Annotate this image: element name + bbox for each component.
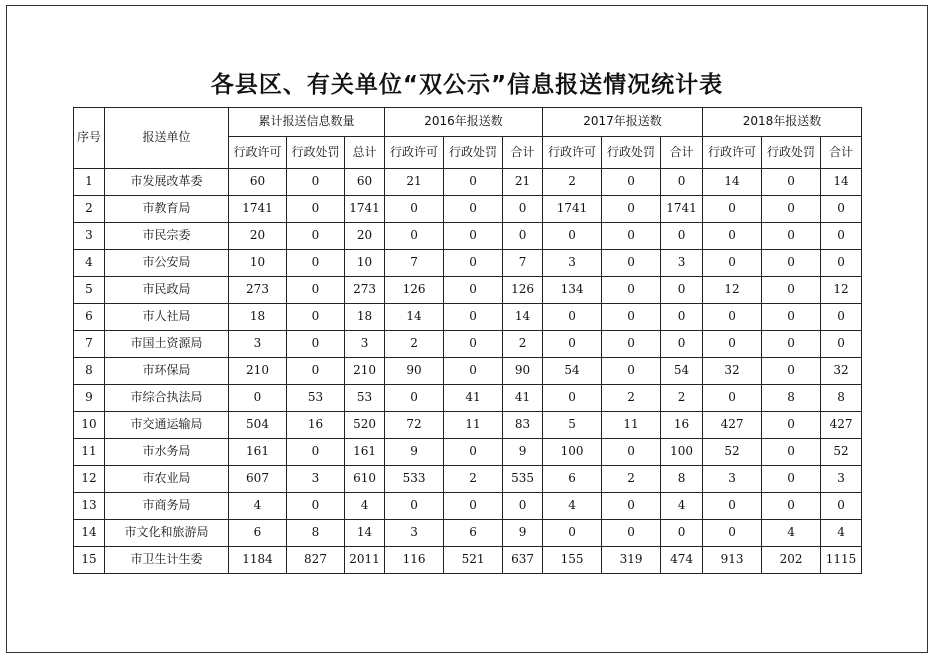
row-value: 0 <box>661 331 703 358</box>
row-value: 827 <box>287 547 345 574</box>
row-unit: 市民宗委 <box>105 223 229 250</box>
header-sub-penalty: 行政处罚 <box>287 137 345 169</box>
row-value: 0 <box>602 304 661 331</box>
row-value: 18 <box>345 304 385 331</box>
table-row <box>74 547 862 574</box>
row-value: 1741 <box>661 196 703 223</box>
header-seq: 序号 <box>74 108 105 169</box>
row-value: 2 <box>503 331 543 358</box>
row-value: 5 <box>543 412 602 439</box>
row-value: 52 <box>703 439 762 466</box>
row-value: 0 <box>762 223 821 250</box>
row-value: 3 <box>287 466 345 493</box>
row-value: 0 <box>762 277 821 304</box>
row-value: 54 <box>543 358 602 385</box>
row-value: 20 <box>345 223 385 250</box>
row-value: 41 <box>444 385 503 412</box>
header-sub-license: 行政许可 <box>543 137 602 169</box>
row-seq: 10 <box>74 412 105 439</box>
row-value: 8 <box>821 385 862 412</box>
header-unit: 报送单位 <box>105 108 229 169</box>
row-value: 0 <box>444 277 503 304</box>
row-value: 0 <box>762 493 821 520</box>
row-value: 8 <box>762 385 821 412</box>
row-value: 0 <box>287 439 345 466</box>
row-value: 3 <box>385 520 444 547</box>
row-seq: 9 <box>74 385 105 412</box>
row-value: 16 <box>661 412 703 439</box>
row-value: 21 <box>503 169 543 196</box>
row-value: 134 <box>543 277 602 304</box>
row-value: 0 <box>762 196 821 223</box>
row-value: 637 <box>503 547 543 574</box>
row-value: 0 <box>661 277 703 304</box>
row-seq: 11 <box>74 439 105 466</box>
row-value: 14 <box>345 520 385 547</box>
row-value: 0 <box>661 304 703 331</box>
row-value: 0 <box>444 358 503 385</box>
row-value: 32 <box>703 358 762 385</box>
row-seq: 8 <box>74 358 105 385</box>
row-value: 0 <box>287 250 345 277</box>
row-unit: 市教育局 <box>105 196 229 223</box>
row-value: 9 <box>503 439 543 466</box>
row-value: 4 <box>229 493 287 520</box>
row-value: 53 <box>287 385 345 412</box>
row-value: 0 <box>602 169 661 196</box>
row-value: 41 <box>503 385 543 412</box>
row-value: 474 <box>661 547 703 574</box>
row-value: 18 <box>229 304 287 331</box>
row-value: 0 <box>821 304 862 331</box>
row-value: 14 <box>703 169 762 196</box>
row-unit: 市环保局 <box>105 358 229 385</box>
table-row <box>74 466 862 493</box>
row-value: 21 <box>385 169 444 196</box>
header-sub-total: 合计 <box>661 137 703 169</box>
row-value: 2 <box>543 169 602 196</box>
row-value: 20 <box>229 223 287 250</box>
row-value: 0 <box>385 493 444 520</box>
row-value: 1741 <box>229 196 287 223</box>
row-value: 116 <box>385 547 444 574</box>
table-row <box>74 493 862 520</box>
row-value: 0 <box>543 385 602 412</box>
row-value: 533 <box>385 466 444 493</box>
row-value: 0 <box>762 169 821 196</box>
header-sub-penalty: 行政处罚 <box>444 137 503 169</box>
table-row <box>74 331 862 358</box>
row-unit: 市水务局 <box>105 439 229 466</box>
row-unit: 市公安局 <box>105 250 229 277</box>
row-value: 12 <box>703 277 762 304</box>
row-value: 4 <box>661 493 703 520</box>
row-value: 0 <box>444 331 503 358</box>
header-sub-total: 总计 <box>345 137 385 169</box>
row-value: 0 <box>503 493 543 520</box>
row-value: 14 <box>821 169 862 196</box>
header-sub-total: 合计 <box>821 137 862 169</box>
row-value: 504 <box>229 412 287 439</box>
row-seq: 5 <box>74 277 105 304</box>
row-value: 427 <box>703 412 762 439</box>
row-value: 0 <box>762 304 821 331</box>
header-group-2018: 2018年报送数 <box>703 108 862 137</box>
row-value: 0 <box>287 223 345 250</box>
row-value: 2 <box>661 385 703 412</box>
row-value: 90 <box>503 358 543 385</box>
row-value: 60 <box>229 169 287 196</box>
header-group-2016: 2016年报送数 <box>385 108 543 137</box>
row-value: 0 <box>444 169 503 196</box>
header-sub-license: 行政许可 <box>229 137 287 169</box>
row-value: 0 <box>762 331 821 358</box>
row-value: 60 <box>345 169 385 196</box>
row-value: 0 <box>287 331 345 358</box>
row-value: 0 <box>703 385 762 412</box>
row-value: 0 <box>821 331 862 358</box>
row-value: 72 <box>385 412 444 439</box>
row-value: 3 <box>543 250 602 277</box>
header-sub-license: 行政许可 <box>385 137 444 169</box>
row-value: 11 <box>602 412 661 439</box>
row-value: 4 <box>821 520 862 547</box>
row-value: 0 <box>602 223 661 250</box>
row-value: 0 <box>444 493 503 520</box>
row-value: 0 <box>821 196 862 223</box>
row-value: 520 <box>345 412 385 439</box>
table-row <box>74 169 862 196</box>
row-value: 319 <box>602 547 661 574</box>
header-group-2017: 2017年报送数 <box>543 108 703 137</box>
row-value: 0 <box>385 385 444 412</box>
row-value: 2 <box>444 466 503 493</box>
row-value: 6 <box>444 520 503 547</box>
row-value: 0 <box>602 493 661 520</box>
row-value: 2 <box>385 331 444 358</box>
row-value: 0 <box>821 250 862 277</box>
row-value: 0 <box>762 250 821 277</box>
row-value: 535 <box>503 466 543 493</box>
table-row <box>74 520 862 547</box>
row-seq: 12 <box>74 466 105 493</box>
row-value: 16 <box>287 412 345 439</box>
row-value: 1115 <box>821 547 862 574</box>
row-value: 3 <box>345 331 385 358</box>
row-value: 4 <box>345 493 385 520</box>
row-value: 0 <box>287 169 345 196</box>
row-value: 0 <box>703 493 762 520</box>
row-value: 2 <box>602 466 661 493</box>
row-value: 0 <box>444 250 503 277</box>
row-unit: 市国土资源局 <box>105 331 229 358</box>
report-table <box>73 107 862 574</box>
row-value: 9 <box>385 439 444 466</box>
row-value: 8 <box>287 520 345 547</box>
row-value: 0 <box>287 493 345 520</box>
row-seq: 6 <box>74 304 105 331</box>
row-value: 0 <box>703 304 762 331</box>
row-value: 14 <box>503 304 543 331</box>
header-sub-penalty: 行政处罚 <box>762 137 821 169</box>
row-value: 1741 <box>345 196 385 223</box>
row-value: 161 <box>229 439 287 466</box>
row-value: 54 <box>661 358 703 385</box>
row-value: 0 <box>703 250 762 277</box>
row-value: 0 <box>602 439 661 466</box>
row-value: 126 <box>503 277 543 304</box>
row-value: 210 <box>229 358 287 385</box>
row-value: 6 <box>229 520 287 547</box>
row-value: 913 <box>703 547 762 574</box>
row-value: 0 <box>762 412 821 439</box>
row-value: 8 <box>661 466 703 493</box>
row-value: 6 <box>543 466 602 493</box>
row-value: 0 <box>703 196 762 223</box>
row-value: 0 <box>661 223 703 250</box>
row-seq: 15 <box>74 547 105 574</box>
row-value: 90 <box>385 358 444 385</box>
row-value: 53 <box>345 385 385 412</box>
row-value: 32 <box>821 358 862 385</box>
row-value: 0 <box>661 169 703 196</box>
row-value: 2011 <box>345 547 385 574</box>
row-seq: 7 <box>74 331 105 358</box>
row-value: 0 <box>602 520 661 547</box>
row-value: 0 <box>762 358 821 385</box>
row-seq: 3 <box>74 223 105 250</box>
row-seq: 1 <box>74 169 105 196</box>
row-unit: 市交通运输局 <box>105 412 229 439</box>
row-value: 0 <box>703 520 762 547</box>
row-unit: 市文化和旅游局 <box>105 520 229 547</box>
header-group-cumulative: 累计报送信息数量 <box>229 108 385 137</box>
row-value: 0 <box>661 520 703 547</box>
row-value: 14 <box>385 304 444 331</box>
row-value: 0 <box>602 250 661 277</box>
page-title: 各县区、有关单位“双公示”信息报送情况统计表 <box>210 72 724 98</box>
row-value: 7 <box>503 250 543 277</box>
row-value: 100 <box>543 439 602 466</box>
row-value: 9 <box>503 520 543 547</box>
row-value: 0 <box>287 277 345 304</box>
row-seq: 13 <box>74 493 105 520</box>
row-value: 7 <box>385 250 444 277</box>
row-value: 3 <box>229 331 287 358</box>
row-value: 607 <box>229 466 287 493</box>
row-value: 0 <box>762 466 821 493</box>
table-row <box>74 439 862 466</box>
row-value: 4 <box>543 493 602 520</box>
row-value: 126 <box>385 277 444 304</box>
row-value: 0 <box>602 358 661 385</box>
header-sub-total: 合计 <box>503 137 543 169</box>
row-value: 83 <box>503 412 543 439</box>
row-value: 0 <box>543 331 602 358</box>
row-value: 161 <box>345 439 385 466</box>
row-value: 0 <box>444 196 503 223</box>
table-row <box>74 412 862 439</box>
table-row <box>74 358 862 385</box>
row-value: 0 <box>703 223 762 250</box>
row-value: 1184 <box>229 547 287 574</box>
row-value: 0 <box>703 331 762 358</box>
row-value: 0 <box>385 223 444 250</box>
row-value: 0 <box>287 304 345 331</box>
row-unit: 市农业局 <box>105 466 229 493</box>
row-value: 0 <box>602 196 661 223</box>
table-row <box>74 223 862 250</box>
row-value: 3 <box>821 466 862 493</box>
row-value: 12 <box>821 277 862 304</box>
table-body <box>74 169 862 574</box>
row-value: 521 <box>444 547 503 574</box>
row-value: 3 <box>703 466 762 493</box>
row-value: 0 <box>287 358 345 385</box>
row-seq: 2 <box>74 196 105 223</box>
row-value: 0 <box>543 520 602 547</box>
table-row <box>74 277 862 304</box>
row-value: 10 <box>229 250 287 277</box>
row-value: 2 <box>602 385 661 412</box>
row-value: 0 <box>503 223 543 250</box>
row-unit: 市人社局 <box>105 304 229 331</box>
row-value: 0 <box>444 304 503 331</box>
row-unit: 市发展改革委 <box>105 169 229 196</box>
row-value: 11 <box>444 412 503 439</box>
row-value: 610 <box>345 466 385 493</box>
row-value: 0 <box>821 493 862 520</box>
row-unit: 市卫生计生委 <box>105 547 229 574</box>
row-seq: 14 <box>74 520 105 547</box>
row-value: 1741 <box>543 196 602 223</box>
row-value: 0 <box>385 196 444 223</box>
row-value: 0 <box>229 385 287 412</box>
row-unit: 市民政局 <box>105 277 229 304</box>
row-unit: 市商务局 <box>105 493 229 520</box>
row-value: 52 <box>821 439 862 466</box>
row-value: 427 <box>821 412 862 439</box>
row-seq: 4 <box>74 250 105 277</box>
row-value: 0 <box>543 223 602 250</box>
row-value: 0 <box>543 304 602 331</box>
row-value: 3 <box>661 250 703 277</box>
row-unit: 市综合执法局 <box>105 385 229 412</box>
row-value: 0 <box>602 277 661 304</box>
row-value: 0 <box>821 223 862 250</box>
header-sub-penalty: 行政处罚 <box>602 137 661 169</box>
header-sub-license: 行政许可 <box>703 137 762 169</box>
row-value: 273 <box>345 277 385 304</box>
row-value: 4 <box>762 520 821 547</box>
row-value: 0 <box>602 331 661 358</box>
row-value: 10 <box>345 250 385 277</box>
table-row <box>74 196 862 223</box>
row-value: 100 <box>661 439 703 466</box>
row-value: 0 <box>503 196 543 223</box>
row-value: 155 <box>543 547 602 574</box>
row-value: 273 <box>229 277 287 304</box>
table-row <box>74 304 862 331</box>
row-value: 202 <box>762 547 821 574</box>
row-value: 0 <box>444 439 503 466</box>
row-value: 0 <box>444 223 503 250</box>
row-value: 0 <box>287 196 345 223</box>
row-value: 0 <box>762 439 821 466</box>
row-value: 210 <box>345 358 385 385</box>
table-row <box>74 385 862 412</box>
table-row <box>74 250 862 277</box>
